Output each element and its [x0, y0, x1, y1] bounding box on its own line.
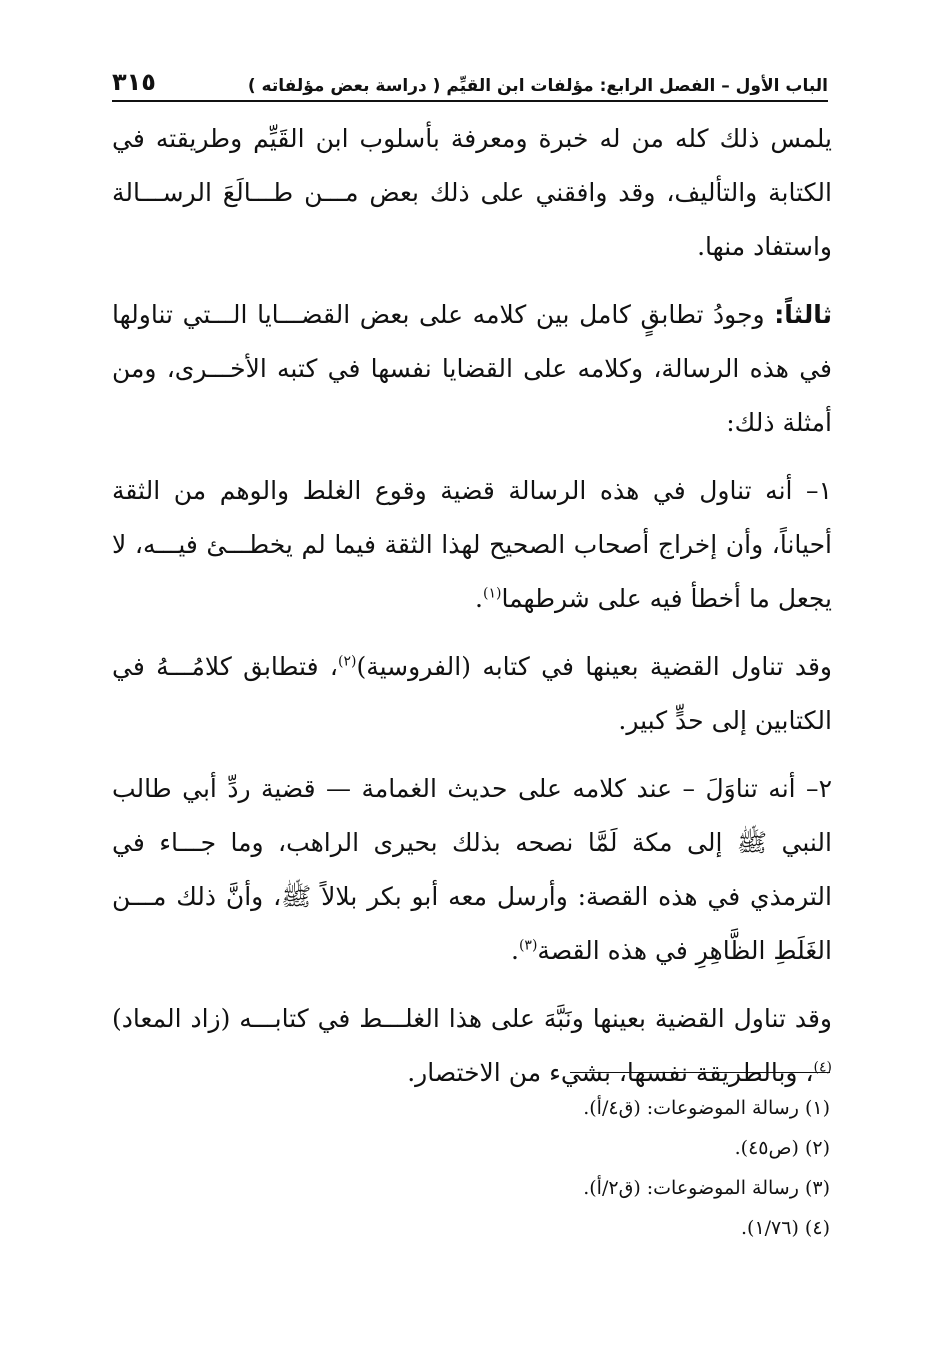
- paragraph-1-text: يلمس ذلك كله من له خبرة ومعرفة بأسلوب ابن القَيِّم وطريقته في الكتابة والتأليف، وقد وافقني على ذلك بعض مـــن طـــالَعَ الرســـالة واستفاد منها.: [112, 124, 832, 261]
- paragraph-1: [112, 112, 832, 274]
- paragraph-4-text-b: ، فتطابق كلامُـــهُ في الكتابين إلى حدٍّ كبير.: [112, 652, 832, 735]
- footnote-separator: [570, 1072, 830, 1073]
- footnote-ref-2[interactable]: (٢): [338, 653, 357, 670]
- running-header: [112, 60, 828, 102]
- paragraph-4-text-a: وقد تناول القضية بعينها في كتابه (الفروسية): [356, 652, 832, 681]
- paragraph-3-text: ١– أنه تناول في هذه الرسالة قضية وقوع الغلط والوهم من الثقة أحياناً، وأن إخراج أصحاب الصحيح لهذا الثقة فيما لم يخطـــئ فيـــه، لا يجعل ما أخطأ فيه على شرطهما: [112, 476, 832, 613]
- paragraph-5: [112, 762, 832, 978]
- paragraph-4: [112, 640, 832, 748]
- paragraph-3-end: .: [475, 584, 483, 613]
- paragraph-6-text-b: ، وبالطريقة نفسها، بشيء من الاختصار.: [407, 1058, 814, 1087]
- paragraph-5-text: ٢– أنه تناوَلَ – عند كلامه على حديث الغمامة — قضية ردِّ أبي طالب النبي ﷺ إلى مكة لَمَّا نصحه بذلك بحيرى الراهب، وما جـــاء في الترمذي في هذه القصة: وأرسل معه أبو بكر بلالاً ﷺ، وأنَّ ذلك مـــن الغَلَطِ الظَّاهِرِ في هذه القصة: [112, 774, 832, 965]
- paragraph-3: [112, 464, 832, 626]
- footnote-2: (٢) (ص٤٥).: [734, 1137, 830, 1159]
- footnote-1: (١) رسالة الموضوعات: (ق٤/أ).: [583, 1097, 830, 1119]
- main-text: [112, 112, 832, 1114]
- footnote-3: (٣) رسالة الموضوعات: (ق٢/أ).: [583, 1177, 830, 1199]
- footnotes: [430, 1088, 830, 1248]
- paragraph-2-text: وجودُ تطابقٍ كامل بين كلامه على بعض القضـــايا الـــتي تناولها في هذه الرسالة، وكلامه على القضايا نفسها في كتبه الأخـــرى، ومن أمثلة ذلك:: [112, 300, 832, 437]
- paragraph-6-text-a: وقد تناول القضية بعينها ونَبَّهَ على هذا الغلـــط في كتابـــه (زاد المعاد): [112, 1004, 832, 1033]
- header-title: الباب الأول – الفصل الرابع: مؤلفات ابن القيِّم ( دراسة بعض مؤلفاته ): [247, 76, 828, 96]
- paragraph-2-lead: ثالثاً:: [774, 300, 832, 329]
- footnote-ref-4[interactable]: (٤): [813, 1059, 832, 1076]
- paragraph-5-end: .: [511, 936, 519, 965]
- footnote-4: (٤) (١/٧٦).: [741, 1217, 830, 1239]
- paragraph-6: [112, 992, 832, 1100]
- footnote-ref-3[interactable]: (٣): [518, 937, 538, 954]
- page-number: ٣١٥: [112, 68, 156, 96]
- paragraph-2: [112, 288, 832, 450]
- footnote-ref-1[interactable]: (١): [483, 585, 502, 602]
